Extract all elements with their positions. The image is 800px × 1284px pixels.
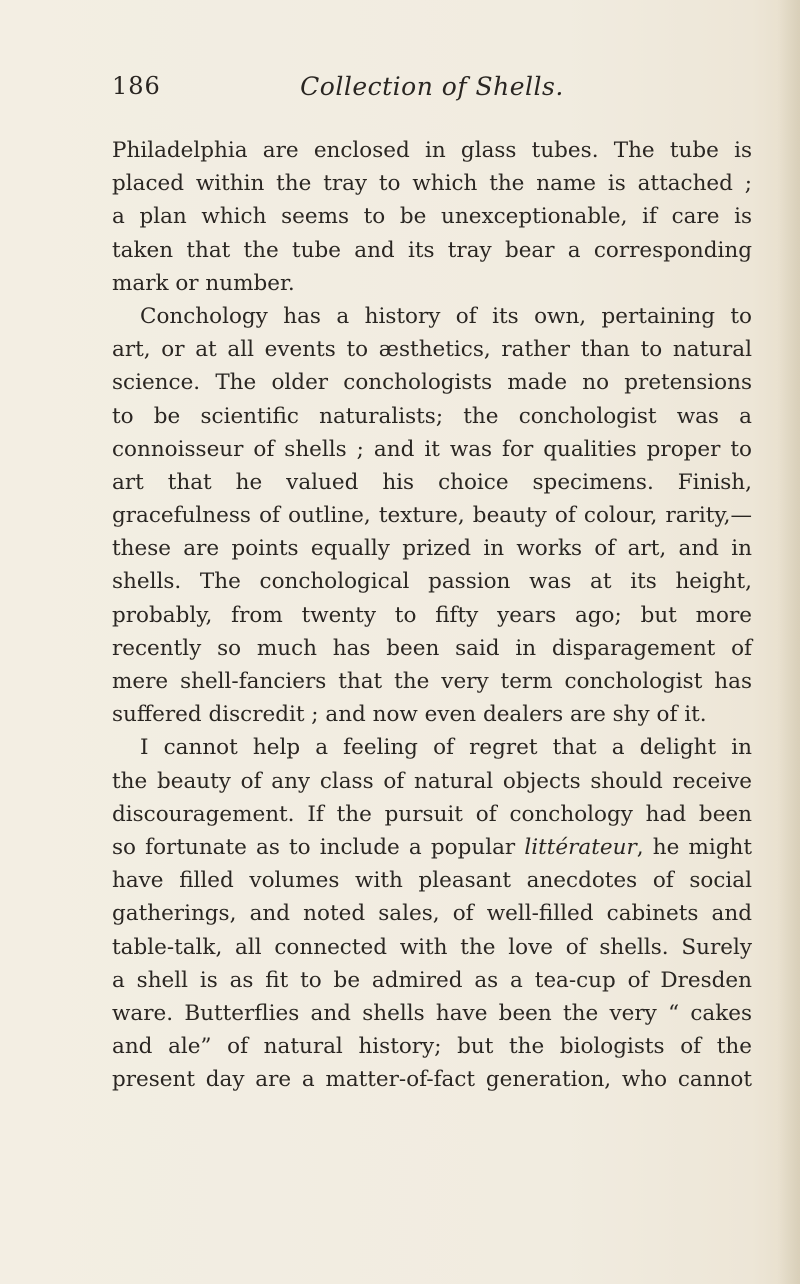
text-line: to be scientific naturalists; the conchologist was a: [112, 403, 752, 429]
text-line: the beauty of any class of natural objects should receive: [112, 768, 752, 794]
text-line: taken that the tube and its tray bear a corresponding: [112, 237, 752, 263]
text-line-with-italic: [112, 831, 752, 864]
text-line: gatherings, and noted sales, of well-filled cabinets and: [112, 901, 752, 927]
running-title: Collection of Shells.: [300, 72, 564, 101]
paragraph-start-line: I cannot help a feeling of regret that a delight in: [140, 735, 752, 761]
text-line: these are points equally prized in works of art, and in: [112, 536, 752, 562]
text-line: art that he valued his choice specimens. Finish,: [112, 469, 752, 495]
body-text: [112, 134, 752, 1096]
text-line: Philadelphia are enclosed in glass tubes. The tube is: [112, 138, 752, 163]
text-line: discouragement. If the pursuit of conchology had been: [112, 801, 752, 827]
text-line: gracefulness of outline, texture, beauty of colour, rarity,—: [112, 503, 752, 529]
text-line: probably, from twenty to fifty years ago; but more: [112, 602, 752, 628]
text-line: present day are a matter-of-fact generation, who cannot: [112, 1067, 752, 1093]
italic-word: littérateur: [524, 834, 637, 860]
text-line: science. The older conchologists made no pretensions: [112, 370, 752, 396]
text-line: ware. Butterflies and shells have been the very “ cakes: [112, 1000, 752, 1026]
text-line: and ale” of natural history; but the biologists of the: [112, 1034, 752, 1060]
running-head: [112, 72, 752, 112]
text-line: suffered discredit ; and now even dealers are shy of it.: [112, 702, 707, 728]
text-line: placed within the tray to which the name is attached ;: [112, 171, 752, 197]
page-edge-shadow: [778, 0, 800, 1284]
paragraph-start-line: Conchology has a history of its own, pertaining to: [140, 303, 752, 329]
line-tail: , he might: [636, 834, 752, 860]
text-line: connoisseur of shells ; and it was for qualities proper to: [112, 436, 752, 462]
text-line: shells. The conchological passion was at its height,: [112, 569, 752, 595]
page-number: 186: [112, 72, 161, 100]
text-line: a shell is as fit to be admired as a tea-cup of Dresden: [112, 967, 752, 993]
text-line: a plan which seems to be unexceptionable, if care is: [112, 204, 752, 230]
text-line: table-talk, all connected with the love of shells. Surely: [112, 934, 752, 960]
text-line: art, or at all events to æsthetics, rather than to natural: [112, 337, 752, 363]
line-text: so fortunate as to include a popular: [112, 834, 516, 860]
text-line: recently so much has been said in disparagement of: [112, 635, 752, 661]
text-line: mere shell-fanciers that the very term conchologist has: [112, 669, 752, 694]
text-line: have filled volumes with pleasant anecdotes of social: [112, 868, 752, 894]
text-line: mark or number.: [112, 270, 295, 296]
